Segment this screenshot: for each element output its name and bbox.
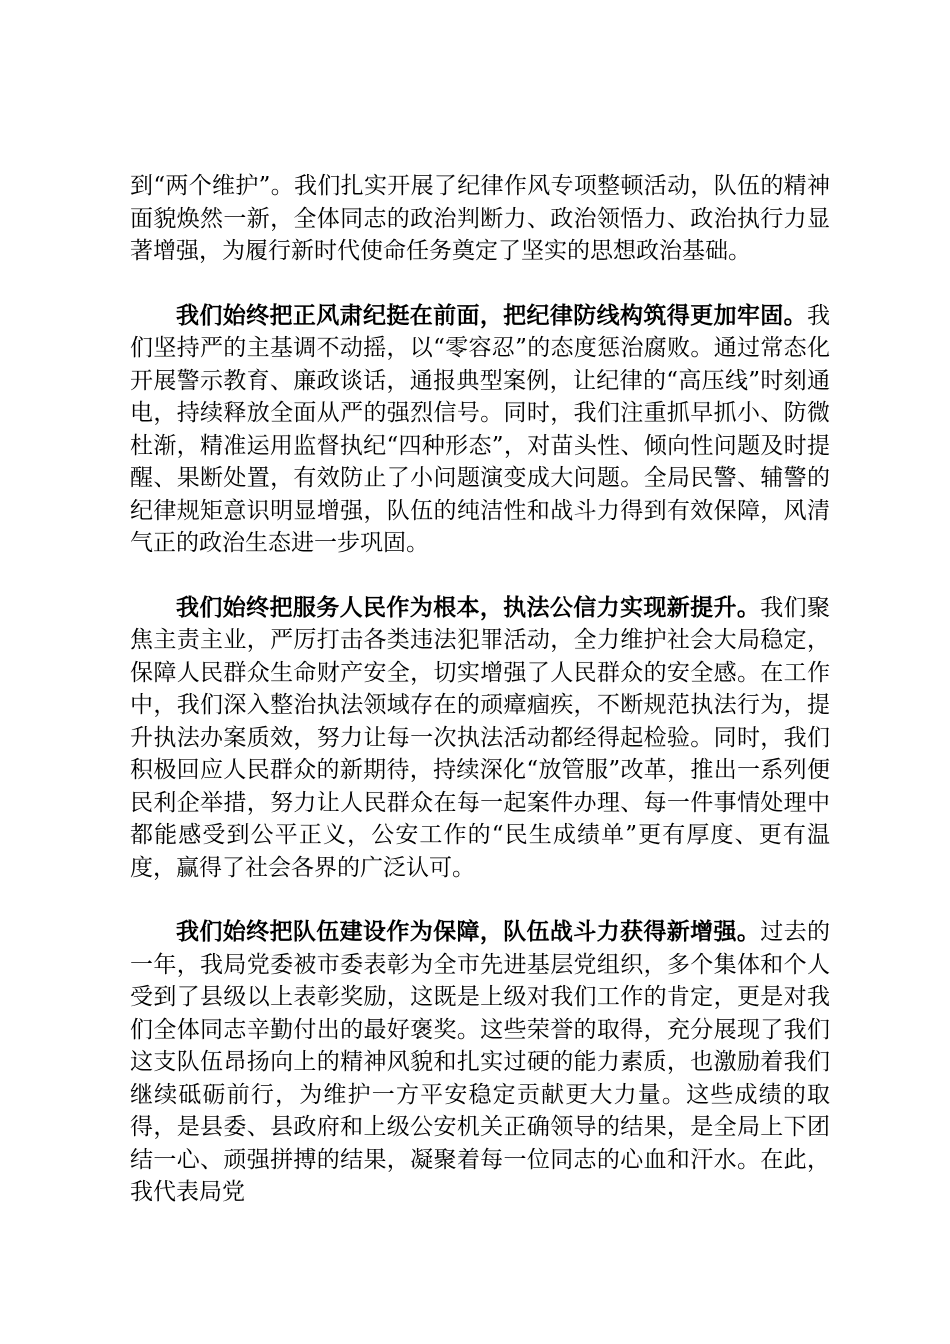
- paragraph-body: 我们坚持严的主基调不动摇，以“零容忍”的态度惩治腐败。通过常态化开展警示教育、廉政谈话，通报典型案例，让纪律的“高压线”时刻通电，持续释放全面从严的强烈信号。同时，我们注重抓早抓小、防微杜渐，精准运用监督执纪“四种形态”，对苗头性、倾向性问题及时提醒、果断处置，有效防止了小问题演变成大问题。全局民警、辅警的纪律规矩意识明显增强，队伍的纯洁性和战斗力得到有效保障，风清气正的政治生态进一步巩固。: [130, 302, 830, 556]
- document-page: [130, 170, 830, 1241]
- paragraph-discipline: [130, 300, 830, 560]
- paragraph-lead-sentence: 我们始终把正风肃纪挺在前面，把纪律防线构筑得更加牢固。: [176, 302, 807, 329]
- paragraph-body: 过去的一年，我局党委被市委表彰为全市先进基层党组织，多个集体和个人受到了县级以上表彰奖励，这既是上级对我们工作的肯定，更是对我们全体同志辛勤付出的最好褒奖。这些荣誉的取得，充分展现了我们这支队伍昂扬向上的精神风貌和扎实过硬的能力素质，也激励着我们继续砥砺前行，为维护一方平安稳定贡献更大力量。这些成绩的取得，是县委、县政府和上级公安机关正确领导的结果，是全局上下团结一心、顽强拼搏的结果，凝聚着每一位同志的心血和汗水。在此，我代表局党: [130, 919, 831, 1205]
- paragraph-team-building: [130, 916, 830, 1209]
- paragraph-body: 到“两个维护”。我们扎实开展了纪律作风专项整顿活动，队伍的精神面貌焕然一新，全体同志的政治判断力、政治领悟力、政治执行力显著增强，为履行新时代使命任务奠定了坚实的思想政治基础。: [130, 173, 830, 264]
- paragraph-continuation: [130, 170, 830, 268]
- paragraph-lead-sentence: 我们始终把服务人民作为根本，执法公信力实现新提升。: [176, 594, 761, 621]
- paragraph-service: [130, 592, 830, 885]
- paragraph-lead-sentence: 我们始终把队伍建设作为保障，队伍战斗力获得新增强。: [176, 919, 761, 945]
- paragraph-body: 我们聚焦主责主业，严厉打击各类违法犯罪活动，全力维护社会大局稳定，保障人民群众生命财产安全，切实增强了人民群众的安全感。在工作中，我们深入整治执法领域存在的顽瘴痼疾，不断规范执法行为，提升执法办案质效，努力让每一次执法活动都经得起检验。同时，我们积极回应人民群众的新期待，持续深化“放管服”改革，推出一系列便民利企举措，努力让人民群众在每一起案件办理、每一件事情处理中都能感受到公平正义，公安工作的“民生成绩单”更有厚度、更有温度，赢得了社会各界的广泛认可。: [130, 594, 831, 881]
